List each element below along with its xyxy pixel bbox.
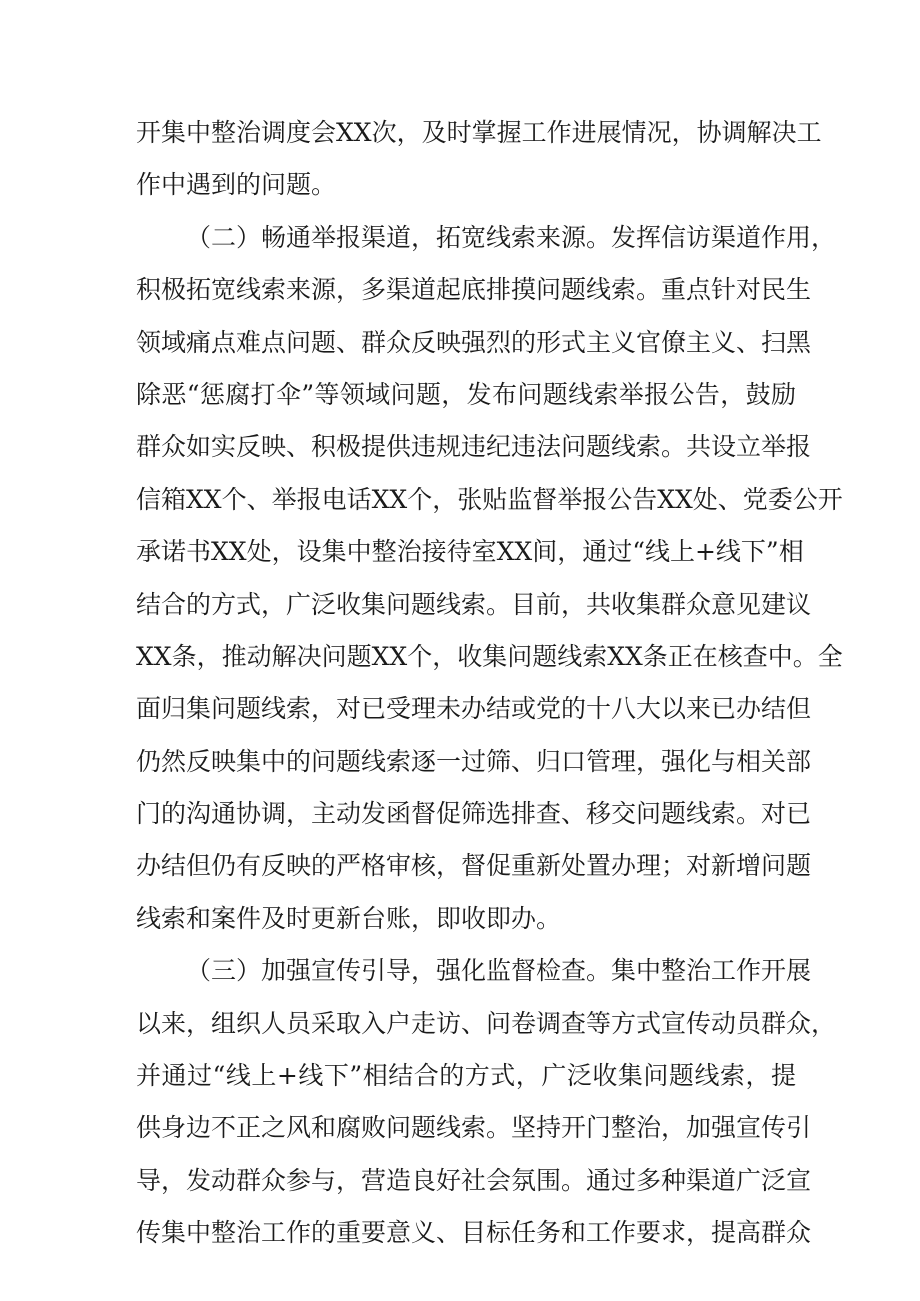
paragraph-continuation [136,113,822,205]
text-line: 面归集问题线索，对已受理未办结或党的十八大以来已办结但 [136,694,812,724]
text-line: 供身边不正之风和腐败问题线索。坚持开门整治，加强宣传引 [136,1113,812,1143]
text-line: 并通过“线上+线下”相结合的方式，广泛收集问题线索，提 [136,1061,796,1091]
text-line: 开集中整治调度会XX次，及时掌握工作进展情况，协调解决工 [136,118,822,147]
document-body [136,113,843,1266]
text-line: 除恶“惩腐打伞”等领域问题，发布问题线索举报公告，鼓励 [136,379,796,409]
text-line: 线索和案件及时更新台账，即收即办。 [136,903,562,933]
text-line: 领域痛点难点问题、群众反映强烈的形式主义官僚主义、扫黑 [136,327,812,357]
text-line: XX条，推动解决问题XX个，收集问题线索XX条正在核查中。全 [136,641,843,671]
text-line: 以来，组织人员采取入户走访、问卷调查等方式宣传动员群众， [136,1008,837,1038]
text-line: 结合的方式，广泛收集问题线索。目前，共收集群众意见建议 [136,589,812,619]
text-line: 信箱XX个、举报电话XX个，张贴监督举报公告XX处、党委公开 [136,484,843,514]
text-line: 门的沟通协调，主动发函督促筛选排查、移交问题线索。对已 [136,799,812,829]
text-line: 群众如实反映、积极提供违规违纪违法问题线索。共设立举报 [136,432,812,462]
section-heading-line: （二）畅通举报渠道，拓宽线索来源。发挥信访渠道作用， [186,222,837,252]
paragraph-section-2 [136,218,843,939]
text-line: 传集中整治工作的重要意义、目标任务和工作要求，提高群众 [136,1218,812,1248]
text-line: 作中遇到的问题。 [136,170,337,200]
text-line: 积极拓宽线索来源，多渠道起底排摸问题线索。重点针对民生 [136,275,812,305]
text-line: 承诺书XX处，设集中整治接待室XX间，通过“线上+线下”相 [136,537,804,567]
paragraph-section-3 [136,951,837,1253]
text-line: 仍然反映集中的问题线索逐一过筛、归口管理，强化与相关部 [136,746,812,776]
section-heading-line: （三）加强宣传引导，强化监督检查。集中整治工作开展 [186,956,812,986]
text-line: 办结但仍有反映的严格审核，督促重新处置办理；对新增问题 [136,851,812,881]
text-line: 导，发动群众参与，营造良好社会氛围。通过多种渠道广泛宣 [136,1165,812,1195]
